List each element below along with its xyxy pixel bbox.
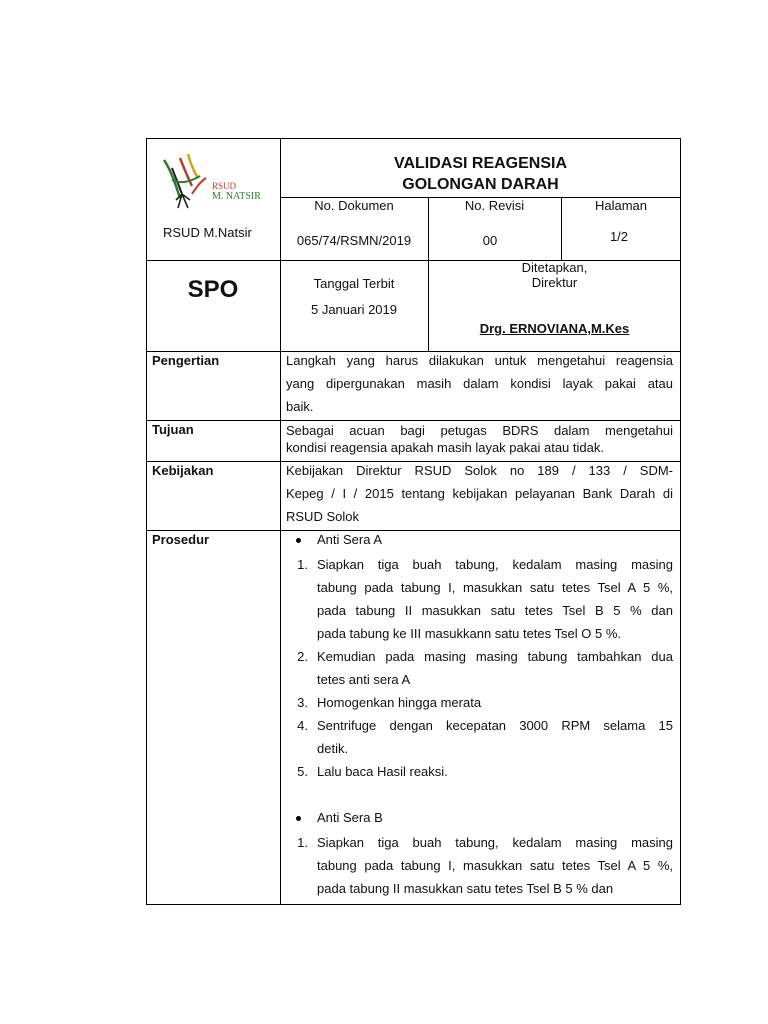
kebijakan-label: Kebijakan bbox=[152, 463, 214, 478]
tanggal-terbit-label: Tanggal Terbit bbox=[313, 276, 395, 291]
document-title bbox=[280, 153, 681, 195]
logo-text-line2: M. NATSIR bbox=[212, 191, 261, 202]
director-name: Drg. ERNOVIANA,M.Kes bbox=[479, 321, 630, 336]
text-line: Kepeg / I / 2015 tentang kebijakan pelayanan Bank Darah di bbox=[286, 486, 673, 501]
text-line: yang dipergunakan masih dalam kondisi layak pakai atau bbox=[286, 376, 673, 391]
pengertian-label: Pengertian bbox=[152, 353, 220, 368]
text-line: Siapkan tiga buah tabung, kedalam masing masing bbox=[317, 835, 673, 850]
text-line: kondisi reagensia apakah masih layak pakai atau tidak. bbox=[286, 440, 604, 455]
list-number: 4. bbox=[297, 718, 308, 733]
list-item bbox=[286, 714, 673, 760]
text-line: tabung pada tabung I, masukkan satu tetes Tsel A 5 %, bbox=[317, 858, 673, 873]
text-line: Homogenkan hingga merata bbox=[317, 695, 482, 710]
grid-line bbox=[146, 420, 681, 421]
text-line: detik. bbox=[317, 741, 349, 756]
bullet-icon bbox=[296, 538, 301, 543]
text-line: tetes anti sera A bbox=[317, 672, 411, 687]
list-number: 1. bbox=[297, 835, 308, 850]
text-line: Siapkan tiga buah tabung, kedalam masing masing bbox=[317, 557, 673, 572]
text-line: tabung pada tabung I, masukkan satu tetes Tsel A 5 %, bbox=[317, 580, 673, 595]
direktur-label: Direktur bbox=[531, 275, 578, 290]
list-number: 3. bbox=[297, 695, 308, 710]
spo-label: SPO bbox=[187, 276, 239, 303]
no-dokumen-label: No. Dokumen bbox=[314, 198, 394, 213]
document-title-line1: VALIDASI REAGENSIA bbox=[393, 155, 568, 172]
text-line: Lalu baca Hasil reaksi. bbox=[317, 764, 448, 779]
list-item bbox=[286, 691, 673, 714]
text-line: RSUD Solok bbox=[286, 509, 359, 524]
hospital-name: RSUD M.Natsir bbox=[163, 225, 252, 240]
pengertian-text bbox=[286, 349, 673, 418]
tujuan-label: Tujuan bbox=[152, 422, 194, 437]
ditetapkan-label: Ditetapkan, bbox=[521, 260, 588, 275]
text-line: pada tabung II masukkan satu tetes Tsel B 5 % dan bbox=[317, 881, 614, 896]
text-line: Sebagai acuan bagi petugas BDRS dalam mengetahui bbox=[286, 423, 673, 438]
text-line: Sentrifuge dengan kecepatan 3000 RPM selama 15 bbox=[317, 718, 673, 733]
grid-line bbox=[146, 530, 681, 531]
text-line: Kemudian pada masing masing tabung tambahkan dua bbox=[317, 649, 673, 664]
logo-text-line1: RSUD bbox=[212, 181, 237, 191]
bullet-anti-sera-a: Anti Sera A bbox=[317, 532, 383, 547]
text-line: pada tabung II masukkan satu tetes Tsel B 5 % dan bbox=[317, 603, 673, 618]
text-line: Kebijakan Direktur RSUD Solok no 189 / 133 / SDM- bbox=[286, 463, 673, 478]
tujuan-text bbox=[286, 422, 673, 456]
halaman-label: Halaman bbox=[594, 198, 648, 213]
no-revisi-label: No. Revisi bbox=[464, 198, 525, 213]
text-line: baik. bbox=[286, 399, 314, 414]
grid-line bbox=[280, 138, 281, 905]
no-revisi-value: 00 bbox=[482, 233, 498, 248]
tanggal-terbit-value: 5 Januari 2019 bbox=[310, 302, 397, 317]
list-number: 2. bbox=[297, 649, 308, 664]
kebijakan-text bbox=[286, 459, 673, 528]
document-title-line2: GOLONGAN DARAH bbox=[402, 176, 559, 193]
list-number: 5. bbox=[297, 764, 308, 779]
no-dokumen-value: 065/74/RSMN/2019 bbox=[296, 233, 412, 248]
list-number: 1. bbox=[297, 557, 308, 572]
list-item bbox=[286, 760, 673, 783]
list-item bbox=[286, 645, 673, 691]
bullet-icon bbox=[296, 816, 301, 821]
halaman-value: 1/2 bbox=[609, 229, 629, 244]
hospital-logo bbox=[158, 150, 280, 220]
text-line: pada tabung ke III masukkann satu tetes Tsel O 5 %. bbox=[317, 626, 621, 641]
list-item bbox=[286, 553, 673, 645]
text-line: Langkah yang harus dilakukan untuk mengetahui reagensia bbox=[286, 353, 673, 368]
prosedur-label: Prosedur bbox=[152, 532, 210, 547]
list-item bbox=[286, 831, 673, 900]
bullet-anti-sera-b: Anti Sera B bbox=[317, 810, 383, 825]
